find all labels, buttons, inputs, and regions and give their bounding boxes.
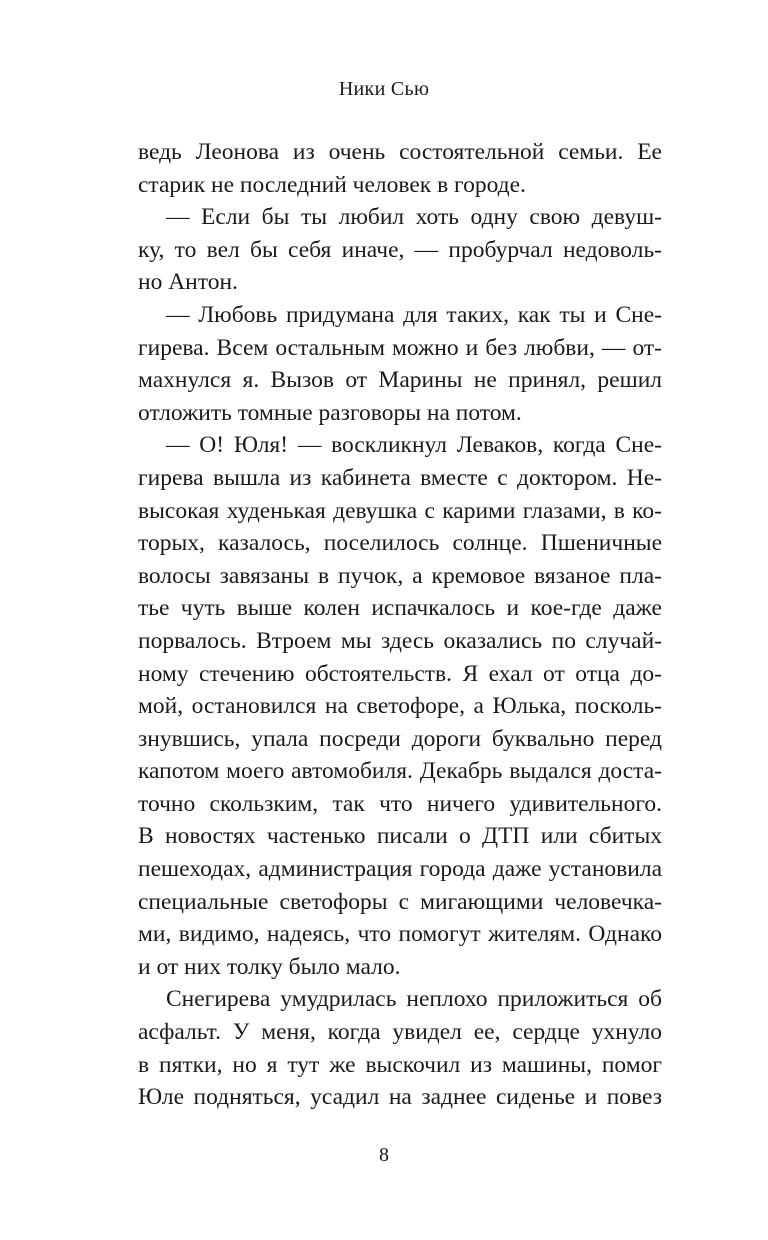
text-line: — Если бы ты любил хоть одну свою девуш- — [166, 204, 662, 231]
text-line: и от них толку было мало. — [138, 953, 401, 980]
text-line: высокая худенькая девушка с карими глазами, в ко- — [138, 497, 662, 524]
text-line: гирева вышла из кабинета вместе с доктором. Не- — [138, 464, 662, 491]
text-line: ми, видимо, надеясь, что помогут жителям. Однако — [138, 921, 662, 948]
text-line: Юле подняться, усадил на заднее сиденье и повез — [138, 1084, 662, 1111]
text-line: махнулся я. Вызов от Марины не принял, решил — [138, 367, 662, 394]
text-line: точно скользким, так что ничего удивительного. — [138, 790, 662, 817]
text-line: специальные светофоры с мигающими человечка- — [138, 888, 662, 915]
text-line: волосы завязаны в пучок, а кремовое вязаное пла- — [138, 562, 662, 589]
text-line: Снегирева умудрилась неплохо приложиться об — [166, 986, 662, 1013]
body-text — [138, 136, 662, 1114]
page-number: 8 — [379, 1144, 389, 1166]
text-line: асфальт. У меня, когда увидел ее, сердце ухнуло — [138, 1019, 662, 1046]
text-line: — О! Юля! — воскликнул Леваков, когда Сне- — [166, 432, 662, 459]
text-line: ку, то вел бы себя иначе, — пробурчал недоволь- — [138, 236, 662, 263]
text-line: тье чуть выше колен испачкалось и кое-где даже — [138, 595, 662, 622]
text-line: ному стечению обстоятельств. Я ехал от отца до- — [138, 660, 662, 687]
text-line: отложить томные разговоры на потом. — [138, 399, 522, 426]
text-line: торых, казалось, поселилось солнце. Пшеничные — [138, 530, 662, 557]
text-line: гирева. Всем остальным можно и без любви, — от- — [138, 334, 662, 361]
text-line: знувшись, упала посреди дороги буквально перед — [138, 725, 662, 752]
text-line: пешеходах, администрация города даже установила — [138, 856, 662, 883]
running-title: Ники Сью — [338, 78, 430, 100]
text-line: старик не последний человек в городе. — [138, 171, 526, 198]
text-line: капотом моего автомобиля. Декабрь выдался доста- — [138, 758, 662, 785]
text-line: — Любовь придумана для таких, как ты и Сне- — [166, 301, 662, 328]
text-line: В новостях частенько писали о ДТП или сбитых — [138, 823, 662, 850]
text-line: порвалось. Втроем мы здесь оказались по случай- — [138, 627, 662, 654]
text-line: в пятки, но я тут же выскочил из машины, помог — [138, 1051, 662, 1078]
text-line: ведь Леонова из очень состоятельной семьи. Ее — [138, 139, 662, 165]
text-line: но Антон. — [138, 269, 238, 296]
text-line: мой, остановился на светофоре, а Юлька, посколь- — [138, 693, 662, 720]
